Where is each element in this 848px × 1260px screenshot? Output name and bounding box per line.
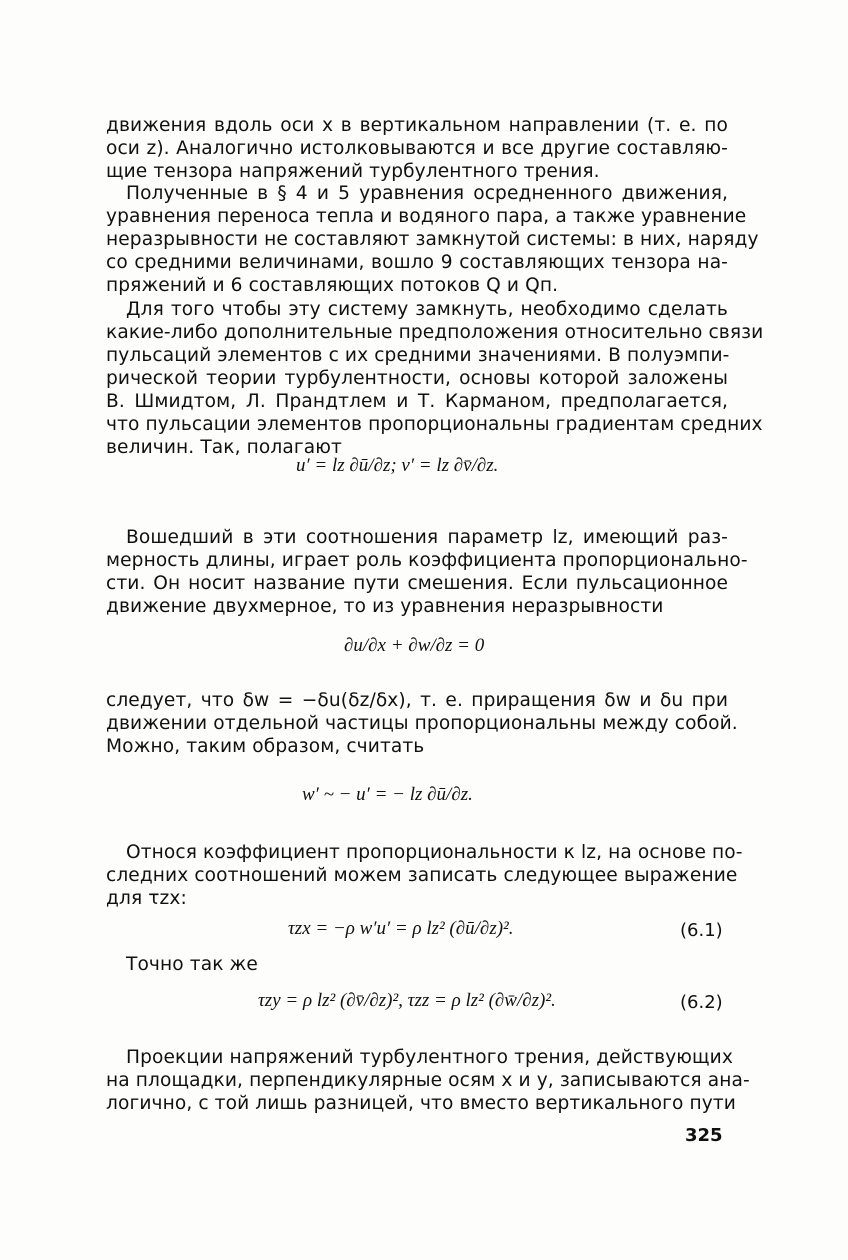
equation-6-1: τzx = −ρ w′u′ = ρ lz² (∂ū/∂z)².	[288, 918, 514, 939]
text-line: пряжений и 6 составляющих потоков Q и Qп.	[106, 275, 559, 296]
text-line: оси z). Аналогично истолковываются и все другие составляю-	[106, 138, 728, 159]
equation-6-2: τzy = ρ lz² (∂v̄/∂z)², τzz = ρ lz² (∂w̄/∂z)².	[258, 990, 556, 1011]
equation-number-6-1: (6.1)	[680, 920, 723, 941]
paragraph-4	[106, 526, 748, 618]
text-line: рической теории турбулентности, основы которой заложены	[106, 368, 728, 389]
text-line: Вошедший в эти соотношения параметр lz, имеющий раз-	[126, 527, 728, 548]
text-line: что пульсации элементов пропорциональны градиентам средних	[106, 414, 763, 435]
text-line: Для того чтобы эту систему замкнуть, необходимо сделать	[126, 299, 728, 320]
equation-w: w′ ~ − u′ = − lz ∂ū/∂z.	[302, 784, 473, 805]
text-line: движение двухмерное, то из уравнения неразрывности	[106, 596, 664, 617]
paragraph-6	[106, 841, 743, 910]
text-line: для τzx:	[106, 888, 187, 909]
paragraph-2	[106, 182, 759, 297]
equation-continuity: ∂u/∂x + ∂w/∂z = 0	[344, 635, 485, 656]
text-line: Полученные в § 4 и 5 уравнения осредненного движения,	[126, 183, 728, 204]
text-line: мерность длины, играет роль коэффициента пропорционально-	[106, 550, 748, 571]
text-line: движения вдоль оси x в вертикальном направлении (т. е. по	[106, 115, 728, 136]
text-line: уравнения переноса тепла и водяного пара, а также уравнение	[106, 206, 747, 227]
page-number: 325	[685, 1125, 723, 1146]
text-line: логично, с той лишь разницей, что вместо вертикального пути	[106, 1093, 736, 1114]
text-line: щие тензора напряжений турбулентного трения.	[106, 161, 600, 182]
paragraph-5	[106, 689, 738, 758]
text-line: какие-либо дополнительные предположения относительно связи	[106, 322, 764, 343]
text-line: пульсаций элементов с их средними значениями. В полуэмпи-	[106, 345, 730, 366]
equation-number-6-2: (6.2)	[680, 992, 723, 1013]
text-line: со средними величинами, вошло 9 составляющих тензора на-	[106, 252, 728, 273]
text-line: Проекции напряжений турбулентного трения, действующих	[126, 1047, 733, 1068]
paragraph-3	[106, 298, 764, 459]
text-line: В. Шмидтом, Л. Прандтлем и Т. Карманом, предполагается,	[106, 391, 728, 412]
text-line: величин. Так, полагают	[106, 437, 342, 458]
text-line: следних соотношений можем записать следующее выражение	[106, 865, 738, 886]
paragraph-1	[106, 114, 728, 183]
text-line: сти. Он носит название пути смешения. Если пульсационное	[106, 573, 728, 594]
paragraph-8	[106, 1046, 750, 1115]
text-line: Можно, таким образом, считать	[106, 736, 425, 757]
paragraph-7	[106, 953, 728, 976]
text-line: неразрывности не составляют замкнутой системы: в них, наряду	[106, 229, 759, 250]
text-line: Относя коэффициент пропорциональности к lz, на основе по-	[126, 842, 743, 863]
text-line: следует, что δw = −δu(δz/δx), т. е. приращения δw и δu при	[106, 690, 728, 711]
equation-uv: u′ = lz ∂ū/∂z; v′ = lz ∂v̄/∂z.	[296, 455, 499, 476]
text-line: на площадки, перпендикулярные осям x и y, записываются ана-	[106, 1070, 750, 1091]
text-line: Точно так же	[126, 954, 258, 975]
text-line: движении отдельной частицы пропорциональны между собой.	[106, 713, 738, 734]
